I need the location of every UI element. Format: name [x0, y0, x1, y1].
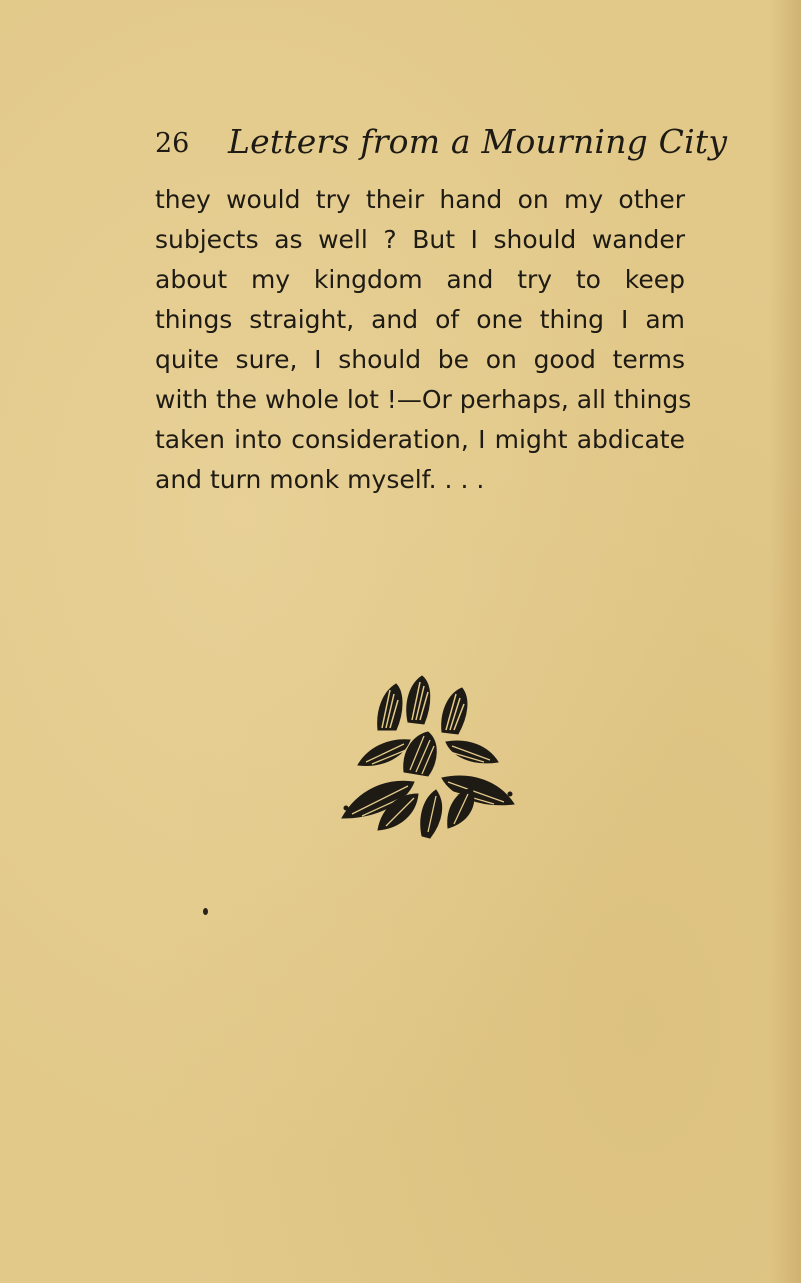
text-line: subjects as well ? But I should wander — [155, 225, 685, 254]
text-line: quite sure, I should be on good terms — [155, 345, 685, 374]
body-text — [155, 180, 692, 500]
text-line: taken into consideration, I might abdicate — [155, 425, 685, 454]
page-header — [155, 122, 728, 168]
running-title: Letters from a Mourning City — [228, 122, 728, 161]
text-line: they would try their hand on my other — [155, 185, 685, 214]
text-line: with the whole lot !—Or perhaps, all things — [155, 385, 692, 414]
text-line: about my kingdom and try to keep — [155, 265, 685, 294]
page-number: 26 — [155, 128, 190, 159]
ink-speck — [203, 908, 208, 915]
text-line: things straight, and of one thing I am — [155, 305, 685, 334]
floral-tailpiece-icon — [338, 670, 518, 840]
text-line: and turn monk myself. . . . — [155, 465, 485, 494]
